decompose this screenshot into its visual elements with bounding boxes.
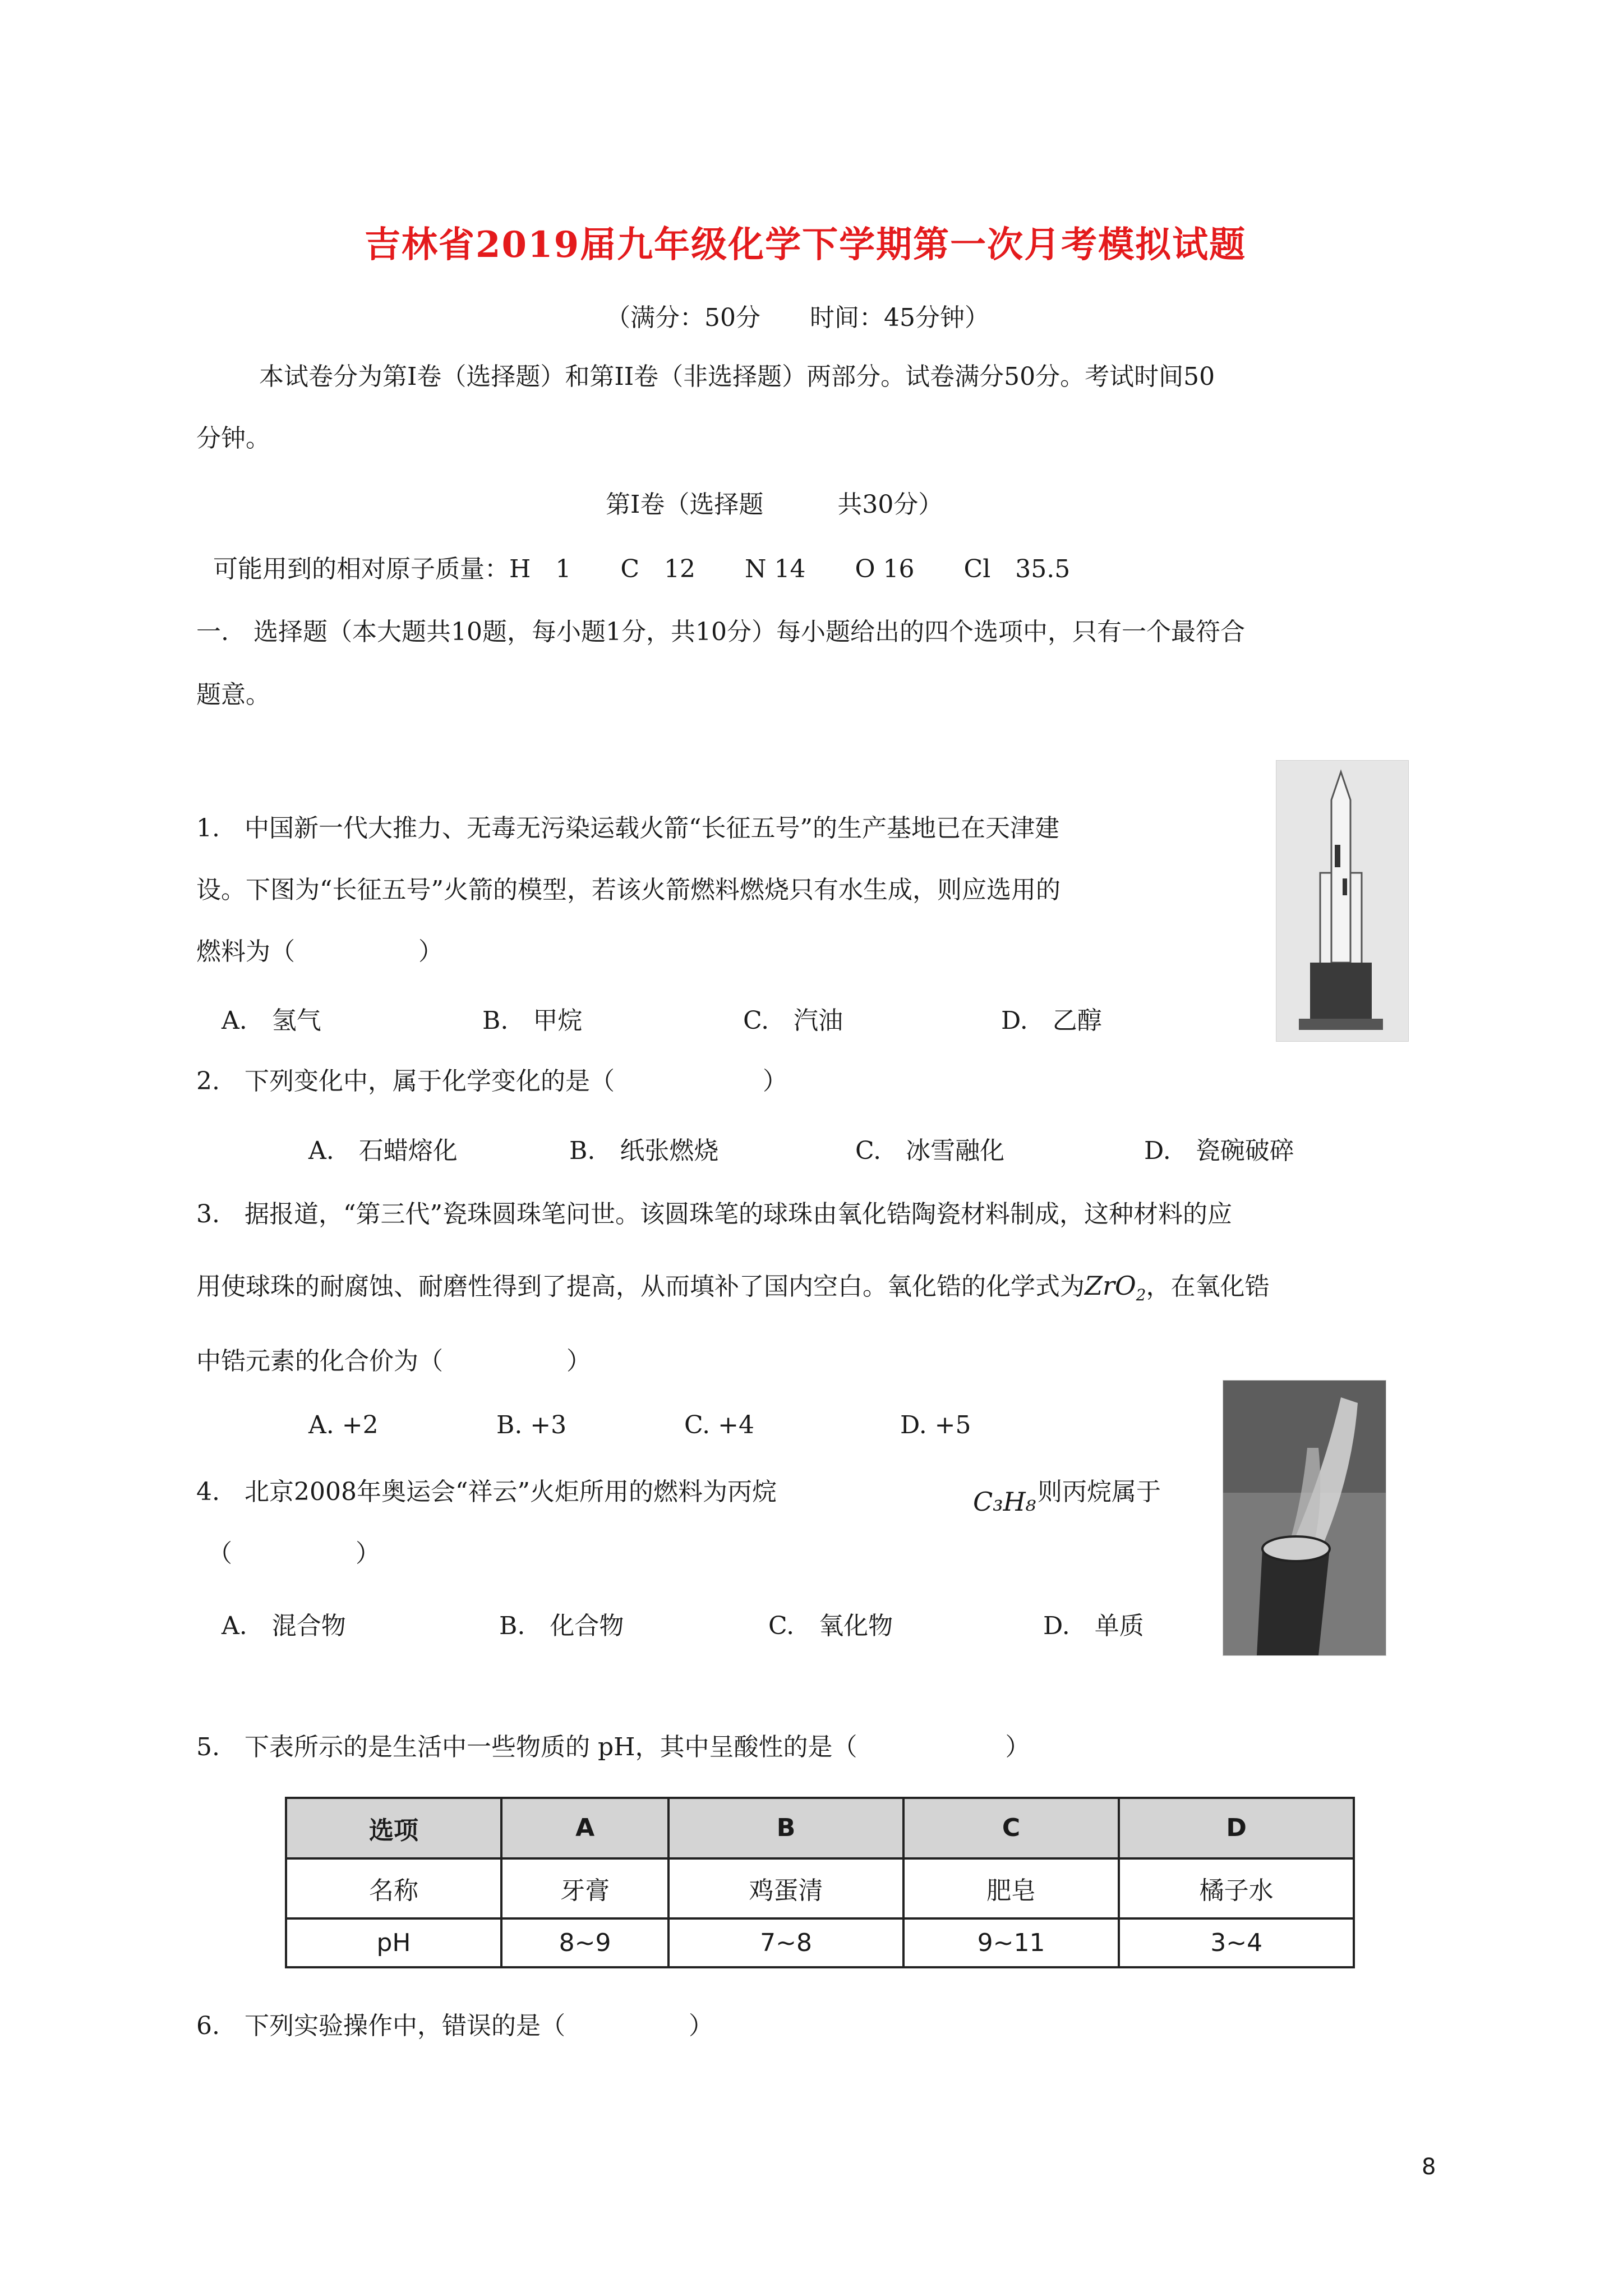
intro-line-2: 分钟。: [196, 424, 270, 453]
torch-icon: [1223, 1381, 1386, 1655]
q4-option-a: A. 混合物: [222, 1612, 346, 1640]
ph-table-cell: 鸡蛋清: [668, 1858, 903, 1919]
ph-table-cell: 牙膏: [501, 1858, 668, 1919]
q2-stem: 2. 下列变化中，属于化学变化的是（ ）: [196, 1067, 787, 1096]
ph-table-ph-row: [286, 1918, 1354, 1967]
q1-line-3: 燃料为（ ）: [196, 937, 443, 966]
q1-option-a: A. 氢气: [222, 1006, 321, 1035]
q3-line-2-post: ，在氧化锆: [1146, 1272, 1270, 1301]
ph-table-name-row: [286, 1858, 1354, 1919]
q1-option-d: D. 乙醇: [1001, 1006, 1102, 1035]
q3-option-b: B. +3: [496, 1411, 567, 1439]
q1-option-c: C. 汽油: [743, 1006, 843, 1035]
q1-line-2: 设。下图为“长征五号”火箭的模型，若该火箭燃料燃烧只有水生成，则应选用的: [196, 876, 1061, 904]
q1-option-b: B. 甲烷: [482, 1006, 583, 1035]
q2-option-b: B. 纸张燃烧: [569, 1137, 719, 1165]
section1-line-2: 题意。: [196, 680, 270, 709]
ph-table: [285, 1797, 1355, 1968]
q4-line-1: [196, 1475, 777, 1509]
q3-option-d: D. +5: [900, 1411, 971, 1439]
page-number: 8: [1422, 2154, 1436, 2180]
q3-line-1: 3. 据报道，“第三代”瓷珠圆珠笔问世。该圆珠笔的球珠由氧化锆陶瓷材料制成，这种材料的应: [196, 1200, 1232, 1228]
q4-option-d: D. 单质: [1043, 1612, 1144, 1640]
q5-stem: 5. 下表所示的是生活中一些物质的 pH，其中呈酸性的是（ ）: [196, 1733, 1030, 1761]
ph-table-cell: 8~9: [501, 1918, 668, 1967]
ph-table-cell: pH: [286, 1918, 501, 1967]
q4-line-1-pre: 4. 北京2008年奥运会“祥云”火炬所用的燃料为丙烷: [196, 1478, 777, 1506]
q4-line-1-post: 则丙烷属于: [1038, 1478, 1161, 1506]
zro2-formula: ZrO$_2$: [1085, 1271, 1146, 1305]
ph-table-cell: D: [1119, 1798, 1354, 1858]
q3-line-2: [196, 1269, 1270, 1312]
q1-line-1: 1. 中国新一代大推力、无毒无污染运载火箭“长征五号”的生产基地已在天津建: [196, 814, 1059, 843]
q6-stem: 6. 下列实验操作中，错误的是（ ）: [196, 2012, 713, 2040]
ph-table-header-row: [286, 1798, 1354, 1858]
q4-line-2: （ ）: [208, 1539, 380, 1568]
section1-line-1: 一. 选择题（本大题共10题，每小题1分，共10分）每小题给出的四个选项中，只有一个最符合: [196, 618, 1245, 646]
rocket-model-photo: [1276, 760, 1409, 1042]
ph-table-cell: 肥皂: [903, 1858, 1119, 1919]
q4-option-c: C. 氧化物: [768, 1612, 893, 1640]
ph-table-cell: 橘子水: [1119, 1858, 1354, 1919]
q3-option-c: C. +4: [684, 1411, 754, 1439]
q4-option-b: B. 化合物: [499, 1612, 624, 1640]
q3-option-a: A. +2: [308, 1411, 379, 1439]
score-time: （满分：50分 时间：45分钟）: [606, 303, 989, 332]
ph-table-cell: 名称: [286, 1858, 501, 1919]
atomic-masses: 可能用到的相对原子质量：H 1 C 12 N 14 O 16 Cl 35.5: [213, 555, 1071, 583]
c3h8-formula: C₃H₈: [973, 1487, 1036, 1517]
q2-option-d: D. 瓷碗破碎: [1144, 1137, 1294, 1165]
q2-option-c: C. 冰雪融化: [855, 1137, 1005, 1165]
ph-table-cell: B: [668, 1798, 903, 1858]
ph-table-cell: A: [501, 1798, 668, 1858]
ph-table-cell: 3~4: [1119, 1918, 1354, 1967]
page-title: 吉林省2019届九年级化学下学期第一次月考模拟试题: [365, 224, 1247, 266]
torch-photo: [1223, 1380, 1386, 1656]
part1-heading: 第Ⅰ卷（选择题 共30分）: [606, 490, 943, 519]
ph-table-cell: 选项: [286, 1798, 501, 1858]
intro-line-1: 本试卷分为第Ⅰ卷（选择题）和第ⅠⅠ卷（非选择题）两部分。试卷满分50分。考试时间50: [259, 362, 1215, 391]
q3-line-2-pre: 用使球珠的耐腐蚀、耐磨性得到了提高，从而填补了国内空白。氧化锆的化学式为: [196, 1272, 1085, 1301]
q2-option-a: A. 石蜡熔化: [308, 1137, 458, 1165]
ph-table-cell: C: [903, 1798, 1119, 1858]
ph-table-cell: 9~11: [903, 1918, 1119, 1967]
rocket-icon: [1276, 761, 1408, 1041]
ph-table-cell: 7~8: [668, 1918, 903, 1967]
q3-line-3: 中锆元素的化合价为（ ）: [196, 1347, 591, 1375]
